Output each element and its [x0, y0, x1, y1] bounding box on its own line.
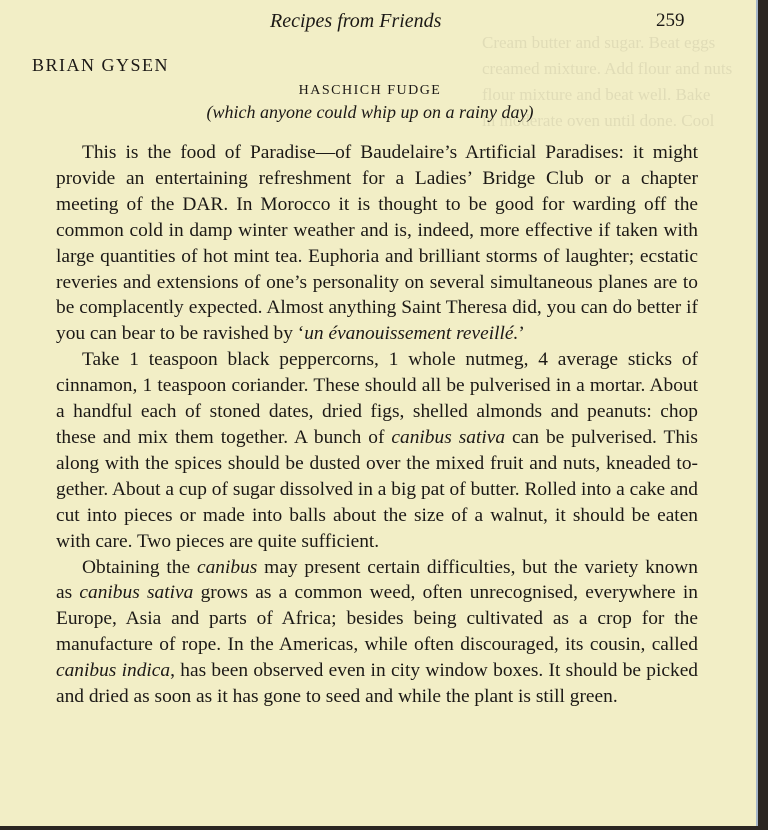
text-run: , has been observed even in city window boxes. It should be picked and dried as soon as it has gone to seed and while the plant is still green. [56, 660, 698, 708]
body-paragraph-1 [56, 140, 698, 347]
running-head: Recipes from Friends [270, 10, 442, 32]
italic-phrase: canibus [196, 556, 258, 578]
recipe-body [56, 140, 698, 710]
italic-phrase: canibus sativa [79, 582, 194, 604]
bleed-through-text: Cream butter and sugar. Beat eggs creamed mixture. Add flour and nuts flour mixture and beat well. Bake in moderate oven until done. Cool [482, 33, 733, 130]
text-run: may present certain difficulties, but the variety known as [56, 556, 698, 604]
text-run: grows as a common weed, often unrecognised, everywhere in Europe, Asia and parts of Africa; besides being cultivated as a crop for the manufacture of rope. In the Americas, while often discouraged, its cousin, called [56, 582, 698, 656]
text-run: Obtaining the [82, 556, 197, 578]
text-run: Take 1 teaspoon black peppercorns, 1 whole nutmeg, 4 average sticks of cinnamon, 1 teaspoon coriander. These should all be pulverised in a mortar. About a handful each of stoned dates, dried figs, shelled almonds and peanuts: chop these and mix them together. A bunch of [56, 349, 698, 448]
body-paragraph-3 [56, 555, 698, 710]
italic-phrase: canibus indica [56, 660, 171, 682]
text-run: can be pulverised. This along with the spices should be dusted over the mixed fruit and nuts, kneaded together. About a cup of sugar dissolved in a big pat of butter. Rolled into a cake and cut into pieces or made into balls about the size of a walnut, it should be eaten with care. Two pieces are quite sufficient. [56, 426, 698, 552]
recipe-title: HASCHICH FUDGE [298, 83, 442, 98]
text-run: This is the food of Paradise—of Baudelaire’s Artificial Paradises: it might provide an entertaining refreshment for a Ladies’ Bridge Club or a chapter meeting of the DAR. In Morocco it is thought to be good for warding off the common cold in damp winter weather and is, indeed, more effective if taken with large quantities of hot mint tea. Euphoria and brilliant storms of laughter; ecstatic reveries and extensions of one’s personality on several simultaneous planes are to be complacently expected. Almost anything Saint Theresa did, you can do better if you can bear to be ravished by ‘ [56, 142, 698, 345]
recipe-subtitle: (which anyone could whip up on a rainy day) [206, 102, 534, 122]
italic-phrase: un évanouissement reveillé. [304, 323, 519, 345]
body-paragraph-2 [56, 347, 698, 554]
text-run: ’ [518, 323, 525, 345]
page-number: 259 [656, 10, 685, 31]
author-name: BRIAN GYSEN [32, 55, 170, 75]
italic-phrase: canibus sativa [391, 426, 506, 448]
